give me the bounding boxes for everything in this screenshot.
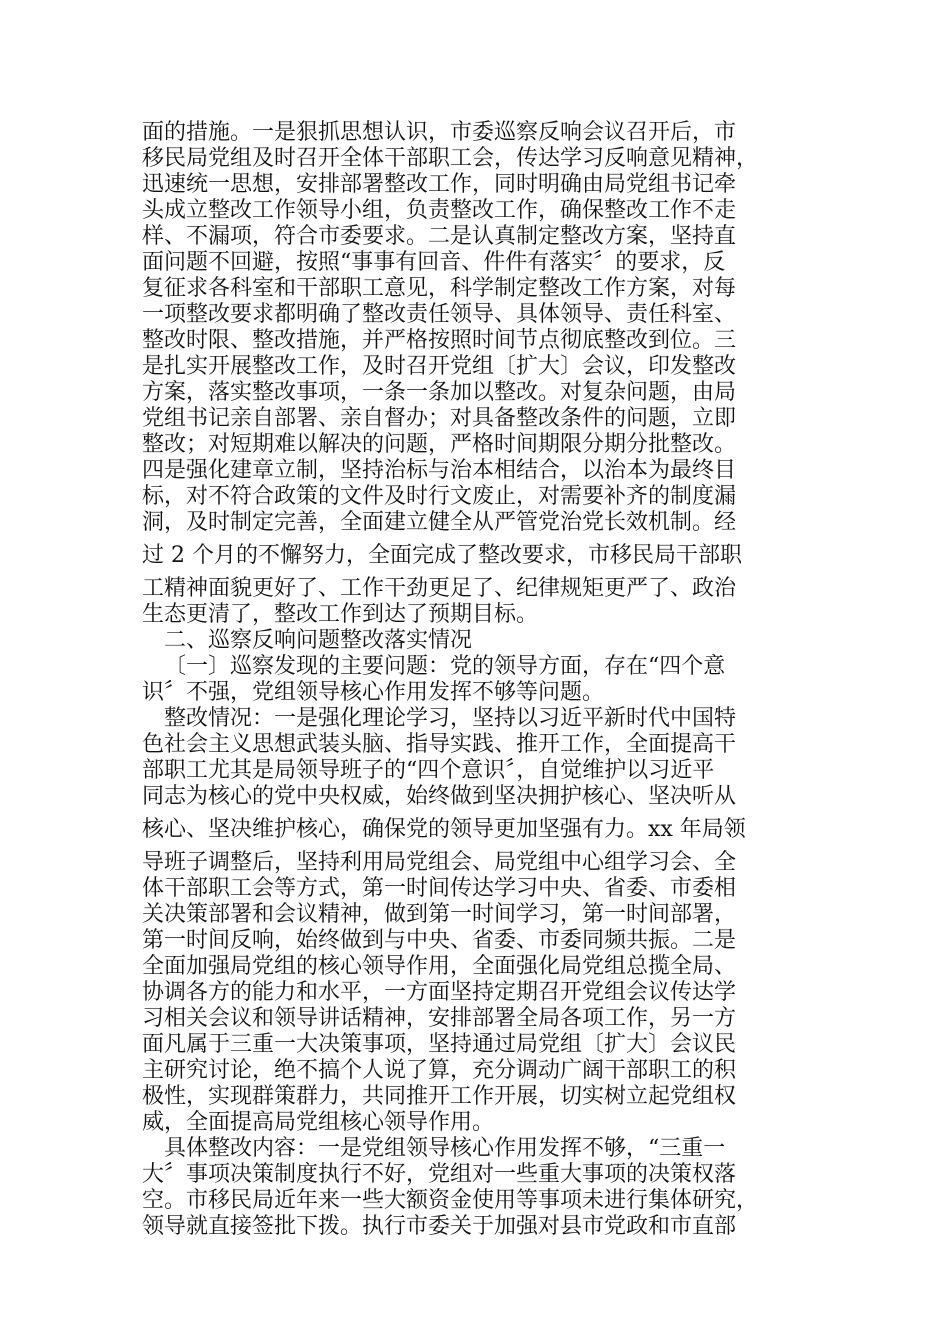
text-line: 样、不漏项，符合市委要求。二是认真制定整改方案，坚持直 bbox=[142, 224, 737, 249]
text-line: 生态更清了，整改工作到达了预期目标。 bbox=[142, 602, 539, 627]
text-line: 导班子调整后，坚持利用局党组会、局党组中心组学习会、全 bbox=[142, 850, 737, 875]
text-line: 色社会主义思想武装头脑、指导实践、推开工作，全面提高干 bbox=[142, 732, 737, 757]
text-line: 极性，实现群策群力，共同推开工作开展，切实树立起党组权 bbox=[142, 1084, 737, 1109]
text-line: 面的措施。一是狠抓思想认识，市委巡察反响会议召开后，市 bbox=[142, 120, 737, 145]
text-line: 标，对不符合政策的文件及时行文废止，对需要补齐的制度漏 bbox=[142, 484, 737, 509]
text-line: 第一时间反响，始终做到与中央、省委、市委同频共振。二是 bbox=[142, 928, 737, 953]
text-line: 面问题不回避，按照“事事有回音、件件有落实〞的要求，反 bbox=[142, 250, 726, 275]
text-line: 头成立整改工作领导小组，负责整改工作，确保整改工作不走 bbox=[142, 198, 737, 223]
text-line: 空。市移民局近年来一些大额资金使用等事项未进行集体研究， bbox=[142, 1188, 759, 1213]
text-line: 习相关会议和领导讲话精神，安排部署全局各项工作，另一方 bbox=[142, 1006, 737, 1031]
text-line: 全面加强局党组的核心领导作用，全面强化局党组总揽全局、 bbox=[142, 954, 737, 979]
text-line: 威，全面提高局党组核心领导作用。 bbox=[142, 1110, 495, 1135]
text-line: 复征求各科室和干部职工意见，科学制定整改工作方案，对每 bbox=[142, 276, 737, 301]
text-line: 是扎实开展整改工作，及时召开党组〔扩大〕会议，印发整改 bbox=[142, 354, 737, 379]
text-line: 具体整改内容：一是党组领导核心作用发挥不够，“三重一 bbox=[164, 1136, 726, 1161]
text-line: 一项整改要求都明确了整改责任领导、具体领导、责任科室、 bbox=[142, 302, 737, 327]
text-line: 方案，落实整改事项，一条一条加以整改。对复杂问题，由局 bbox=[142, 380, 737, 405]
text-line: 大〞事项决策制度执行不好，党组对一些重大事项的决策权落 bbox=[142, 1162, 737, 1187]
text-line: 体干部职工会等方式，第一时间传达学习中央、省委、市委相 bbox=[142, 876, 737, 901]
text-line: 关决策部署和会议精神，做到第一时间学习，第一时间部署， bbox=[142, 902, 737, 927]
section-heading: 二、巡察反响问题整改落实情况 bbox=[164, 628, 473, 653]
text-line: 移民局党组及时召开全体干部职工会，传达学习反响意见精神， bbox=[142, 146, 759, 171]
text-line: 过 2 个月的不懈努力，全面完成了整改要求，市移民局干部职 bbox=[142, 543, 742, 568]
subsection-heading: 〔一〕巡察发现的主要问题：党的领导方面，存在“四个意 bbox=[164, 654, 726, 679]
text-line: 迅速统一思想，安排部署整改工作，同时明确由局党组书记牵 bbox=[142, 172, 737, 197]
text-line: 整改时限、整改措施，并严格按照时间节点彻底整改到位。三 bbox=[142, 328, 737, 353]
text-line: 领导就直接签批下拨。执行市委关于加强对县市党政和市直部 bbox=[142, 1214, 737, 1239]
text-line: 洞，及时制定完善，全面建立健全从严管党治党长效机制。经 bbox=[142, 510, 737, 535]
text-line: 协调各方的能力和水平，一方面坚持定期召开党组会议传达学 bbox=[142, 980, 737, 1005]
text-line: 同志为核心的党中央权威，始终做到坚决拥护核心、坚决听从 bbox=[142, 784, 737, 809]
text-line: 工精神面貌更好了、工作干劲更足了、纪律规矩更严了、政治 bbox=[142, 576, 737, 601]
text-line: 部职工尤其是局领导班子的“四个意识〞，自觉维护以习近平 bbox=[142, 758, 715, 783]
text-line: 四是强化建章立制，坚持治标与治本相结合，以治本为最终目 bbox=[142, 458, 737, 483]
text-line: 识〞不强，党组领导核心作用发挥不够等问题。 bbox=[142, 680, 605, 705]
text-line: 党组书记亲自部署、亲自督办；对具备整改条件的问题，立即 bbox=[142, 406, 737, 431]
body-text bbox=[142, 120, 810, 1240]
text-line: 整改；对短期难以解决的问题，严格时间期限分期分批整改。 bbox=[142, 432, 737, 457]
text-line: 面凡属于三重一大决策事项，坚持通过局党组〔扩大〕会议民 bbox=[142, 1032, 737, 1057]
text-line: 核心、坚决维护核心，确保党的领导更加坚强有力。xx 年局领 bbox=[142, 817, 746, 842]
text-line: 整改情况：一是强化理论学习，坚持以习近平新时代中国特 bbox=[164, 706, 737, 731]
text-line: 主研究讨论，绝不搞个人说了算，充分调动广阔干部职工的积 bbox=[142, 1058, 737, 1083]
